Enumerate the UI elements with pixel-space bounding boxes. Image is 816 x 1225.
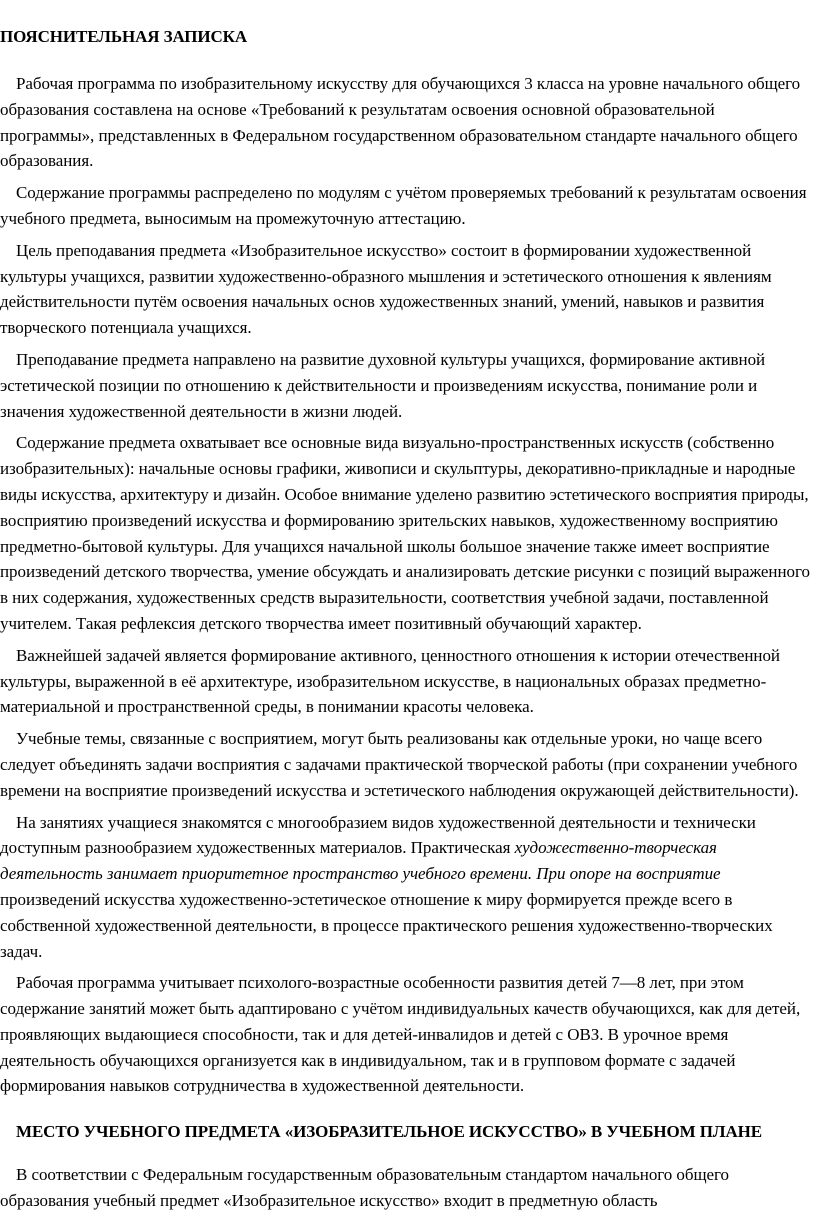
document-title: ПОЯСНИТЕЛЬНАЯ ЗАПИСКА (0, 27, 248, 46)
paragraph-program-basis: Рабочая программа по изобразительному искусству для обучающихся 3 класса на уровне начального общего образования составлена на основе «Требований к результатам освоения основной образовательной программы», представленных в Федеральном государственном образовательном стандарте начального общего образования. (0, 74, 801, 171)
paragraph-practical-activity (0, 810, 812, 965)
paragraph-study-topics: Учебные темы, связанные с восприятием, могут быть реализованы как отдельные уроки, но чаще всего следует объединять задачи восприятия с задачами практической творческой работы (при сохранении учебного времени на восприятие произведений искусства и эстетического наблюдения окружающей действительности). (0, 729, 799, 800)
paragraph-content-modules: Содержание программы распределено по модулям с учётом проверяемых требований к результатам освоения учебного предмета, выносимым на промежуточную аттестацию. (0, 183, 807, 228)
paragraph-age-features: Рабочая программа учитывает психолого-возрастные особенности развития детей 7—8 лет, при этом содержание занятий может быть адаптировано с учётом индивидуальных качеств обучающихся, как для детей, проявляющих выдающиеся способности, так и для детей-инвалидов и детей с ОВЗ. В урочное время деятельность обучающихся организуется как в индивидуальном, так и в групповом формате с задачей формирования навыков сотрудничества в художественной деятельности. (0, 973, 801, 1096)
paragraph-subject-content: Содержание предмета охватывает все основные вида визуально-пространственных искусств (собственно изобразительных): начальные основы графики, живописи и скульптуры, декоративно-прикладные и народные виды искусства, архитектуру и дизайн. Особое внимание уделено развитию эстетического восприятия природы, восприятию произведений искусства и формированию зрительских навыков, художественному восприятию предметно-бытовой культуры. Для учащихся начальной школы большое значение также имеет восприятие произведений детского творчества, умение обсуждать и анализировать детские рисунки с позиций выраженного в них содержания, художественных средств выразительности, соответствия учебной задачи, поставленной учителем. Такая рефлексия детского творчества имеет позитивный обучающий характер. (0, 433, 810, 633)
paragraph-key-task: Важнейшей задачей является формирование активного, ценностного отношения к истории отечественной культуры, выраженной в её архитектуре, изобразительном искусстве, в национальных образах предметно-материальной и пространственной среды, в понимании красоты человека. (0, 645, 780, 717)
paragraph-standard-reference: В соответствии с Федеральным государственным образовательным стандартом начального общего образования учебный предмет «Изобразительное искусство» входит в предметную область (0, 1165, 729, 1211)
paragraph-goal: Цель преподавания предмета «Изобразительное искусство» состоит в формировании художественной культуры учащихся, развитии художественно-образного мышления и эстетического отношения к явлениям действительности путём освоения начальных основ художественных знаний, умений, навыков и развития творческого потенциала учащихся. (0, 240, 772, 338)
paragraph-practical-activity-end: произведений искусства художественно-эстетическое отношение к миру формируется прежде всего в собственной художественной деятельности, в процессе практического решения художественно-творческих задач. (0, 889, 773, 961)
paragraph-practical-activity-italic: художественно-творческая деятельность занимает приоритетное пространство учебного времени. При опоре на восприятие (0, 838, 721, 884)
section-heading-curriculum-place: МЕСТО УЧЕБНОГО ПРЕДМЕТА «ИЗОБРАЗИТЕЛЬНОЕ ИСКУССТВО» В УЧЕБНОМ ПЛАНЕ (16, 1122, 763, 1142)
paragraph-practical-activity-start: На занятиях учащиеся знакомятся с многообразием видов художественной деятельности и технически доступным разнообразием художественных материалов. Практическая (0, 812, 756, 858)
paragraph-teaching-direction: Преподавание предмета направлено на развитие духовной культуры учащихся, формирование активной эстетической позиции по отношению к действительности и произведениям искусства, понимание роли и значения художественной деятельности в жизни людей. (0, 349, 766, 421)
